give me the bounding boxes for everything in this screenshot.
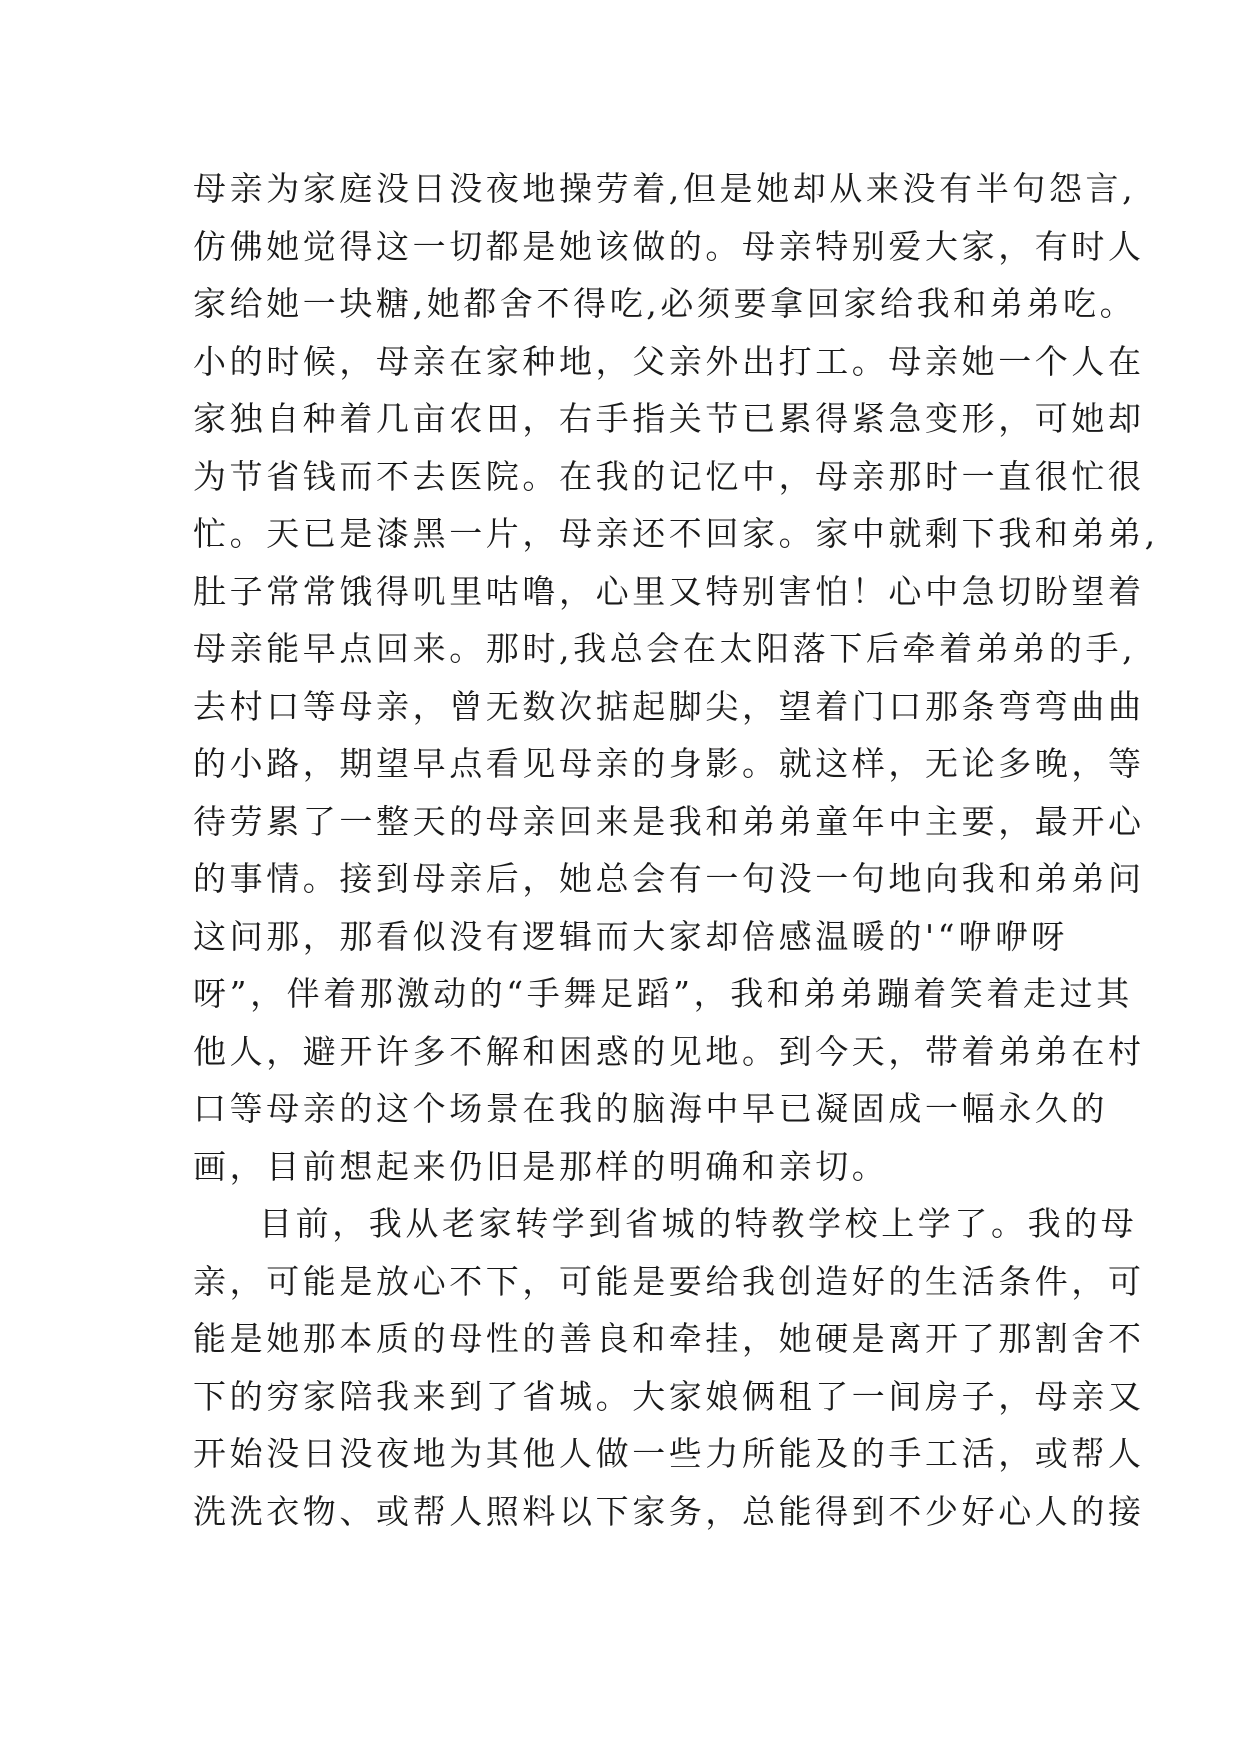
text-line: 下的穷家陪我来到了省城。大家娘俩租了一间房子，母亲又: [193, 1376, 1145, 1416]
text-line: 画，目前想起来仍旧是那样的明确和亲切。: [193, 1146, 889, 1186]
text-line: 口等母亲的这个场景在我的脑海中早已凝固成一幅永久的: [193, 1089, 1108, 1128]
text-line: 这问那，那看似没有逻辑而大家却倍感温暖的'“咿咿呀: [193, 916, 1068, 956]
text-line: 忙。天已是漆黑一片，母亲还不回家。家中就剩下我和弟弟,: [193, 514, 1159, 553]
body-text: [193, 160, 1159, 1540]
text-line: 为节省钱而不去医院。在我的记忆中，母亲那时一直很忙很: [193, 456, 1145, 496]
text-line: 肚子常常饿得叽里咕噜，心里又特别害怕！心中急切盼望着: [193, 571, 1145, 611]
text-line: 亲，可能是放心不下，可能是要给我创造好的生活条件，可: [193, 1261, 1145, 1301]
text-line: 能是她那本质的母性的善良和牵挂，她硬是离开了那割舍不: [193, 1319, 1145, 1358]
text-line: 开始没日没夜地为其他人做一些力所能及的手工活，或帮人: [193, 1434, 1145, 1473]
text-line: 小的时候，母亲在家种地，父亲外出打工。母亲她一个人在: [193, 341, 1145, 381]
text-line: 去村口等母亲，曾无数次掂起脚尖，望着门口那条弯弯曲曲: [193, 686, 1145, 726]
text-line: 待劳累了一整天的母亲回来是我和弟弟童年中主要，最开心: [193, 801, 1145, 841]
text-line: 洗洗衣物、或帮人照料以下家务，总能得到不少好心人的接: [193, 1491, 1145, 1531]
text-line: 呀”，伴着那激动的“手舞足蹈”，我和弟弟蹦着笑着走过其: [193, 974, 1133, 1013]
text-line: 母亲为家庭没日没夜地操劳着,但是她却从来没有半句怨言,: [193, 169, 1137, 208]
text-line: 的小路，期望早点看见母亲的身影。就这样，无论多晚，等: [193, 744, 1145, 783]
text-line: 母亲能早点回来。那时,我总会在太阳落下后牵着弟弟的手,: [193, 629, 1137, 668]
text-line: 家给她一块糖,她都舍不得吃,必须要拿回家给我和弟弟吃。: [193, 284, 1137, 323]
text-line: 仿佛她觉得这一切都是她该做的。母亲特别爱大家，有时人: [193, 226, 1145, 266]
text-line: 他人，避开许多不解和困惑的见地。到今天，带着弟弟在村: [193, 1031, 1145, 1071]
paragraph-start-line: 目前，我从老家转学到省城的特教学校上学了。我的母: [259, 1204, 1138, 1243]
text-line: 家独自种着几亩农田，右手指关节已累得紧急变形，可她却: [193, 399, 1145, 438]
text-line: 的事情。接到母亲后，她总会有一句没一句地向我和弟弟问: [193, 859, 1145, 898]
